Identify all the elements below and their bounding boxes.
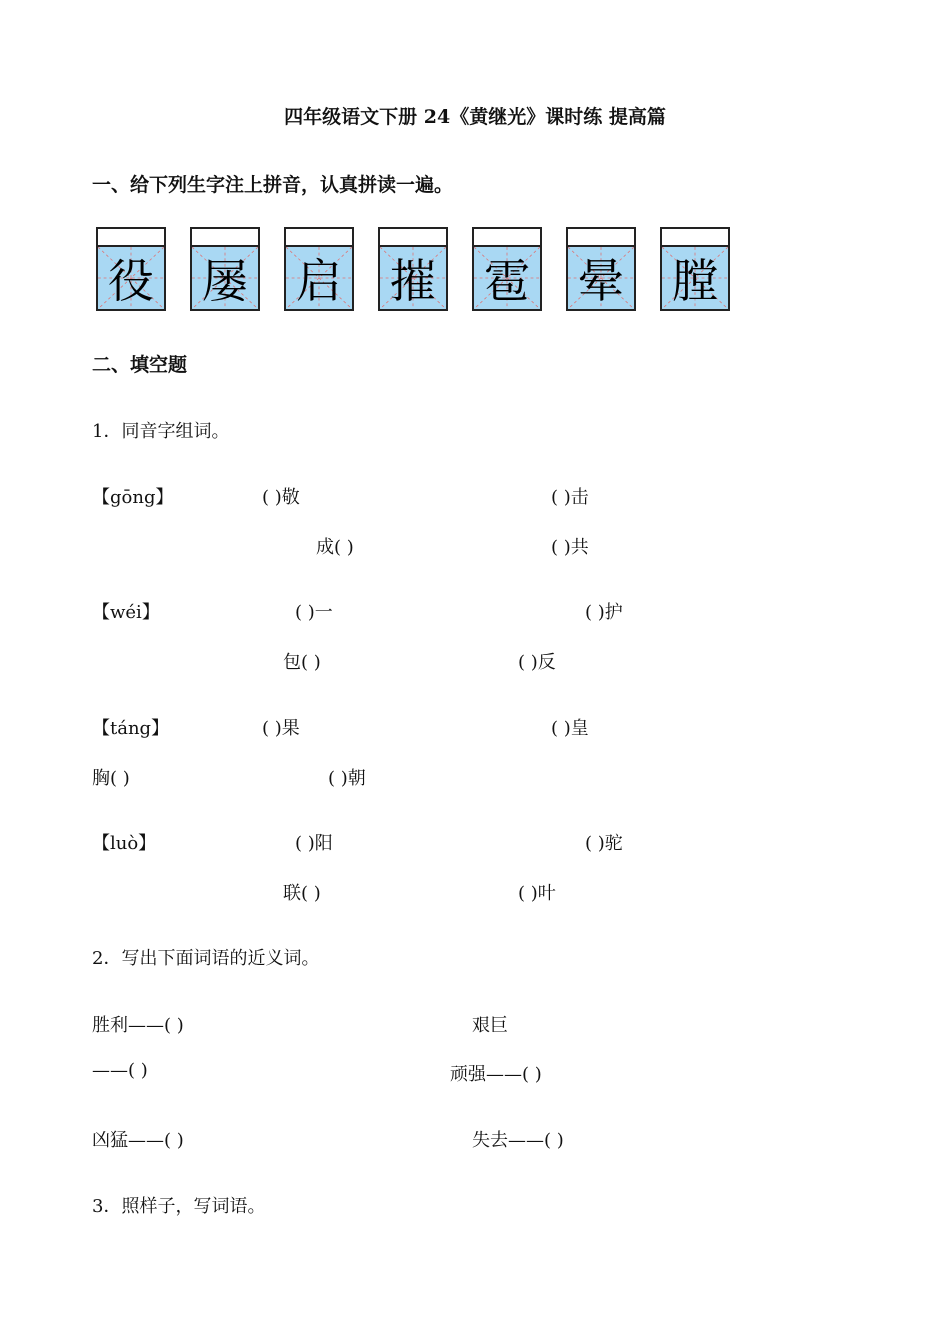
word-blank[interactable]: ( )朝 [328,768,366,789]
synonym-blank[interactable]: 顽强——( ) [450,1064,542,1085]
character-tile [96,227,166,311]
word-blank[interactable]: 包( ) [283,652,321,673]
character-tile [190,227,260,311]
word-blank[interactable]: ( )果 [262,718,300,739]
pinyin-label: 【luò】 [92,833,157,854]
word-blank[interactable]: ( )共 [551,537,589,558]
word-blank[interactable]: ( )阳 [295,833,333,854]
character: 启 [296,254,342,308]
pinyin-label: 【gōng】 [92,487,174,508]
character-tile [660,227,730,311]
word-blank[interactable]: ( )皇 [551,718,589,739]
synonym-blank[interactable]: 凶猛——( ) [92,1130,184,1151]
word-blank[interactable]: ( )叶 [518,883,556,904]
word-blank[interactable]: ( )反 [518,652,556,673]
word-blank[interactable]: 成( ) [316,537,354,558]
character-tile [472,227,542,311]
pinyin-label: 【táng】 [92,718,170,739]
synonym-blank[interactable]: 胜利——( ) [92,1015,184,1036]
character: 役 [108,254,154,308]
question-3-title: 3．照样子，写词语。 [92,1196,266,1217]
question-1-title: 1．同音字组词。 [92,421,230,442]
synonym-blank[interactable]: ——( ) [92,1060,148,1081]
word-blank[interactable]: ( )敬 [262,487,300,508]
character-tile [378,227,448,311]
character: 雹 [484,254,530,308]
character: 膛 [672,254,718,308]
word-blank[interactable]: 胸( ) [92,768,130,789]
character: 摧 [390,254,436,308]
synonym-word: 艰巨 [472,1015,508,1036]
pinyin-label: 【wéi】 [92,602,160,623]
word-blank[interactable]: ( )驼 [585,833,623,854]
character-tile [284,227,354,311]
word-blank[interactable]: 联( ) [283,883,321,904]
character: 屡 [202,254,248,308]
question-2-title: 2．写出下面词语的近义词。 [92,948,320,969]
section-2-heading: 二、填空题 [92,354,188,376]
page-title: 四年级语文下册 24《黄继光》课时练 提高篇 [284,106,666,128]
section-1-heading: 一、给下列生字注上拼音，认真拼读一遍。 [92,174,454,196]
character-tile [566,227,636,311]
word-blank[interactable]: ( )击 [551,487,589,508]
word-blank[interactable]: ( )护 [585,602,623,623]
synonym-blank[interactable]: 失去——( ) [472,1130,564,1151]
word-blank[interactable]: ( )一 [295,602,333,623]
character: 晕 [578,254,624,308]
